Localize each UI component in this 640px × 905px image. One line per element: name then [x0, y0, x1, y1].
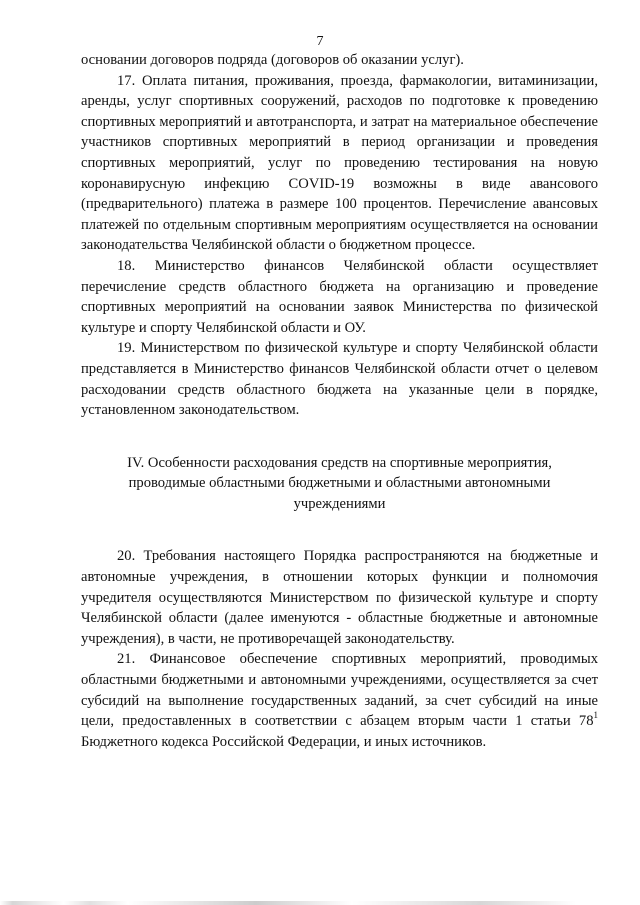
- article-superscript: 1: [593, 710, 598, 721]
- paragraph-18: 18. Министерство финансов Челябинской области осуществляет перечисление средств областного бюджета на организацию и проведение спортивных мероприятий на основании заявок Министерства по физической культуре и спорту Челябинской области и ОУ.: [81, 257, 598, 336]
- paragraph-19: 19. Министерством по физической культуре и спорту Челябинской области представляется в Министерство финансов Челябинской области отчет о целевом расходовании средств областного бюджета на указанные цели в порядке, установленном законодательством.: [81, 340, 598, 419]
- section-spacer: [81, 514, 598, 546]
- continuation-text: основании договоров подряда (договоров об оказании услуг).: [81, 52, 464, 68]
- paragraph-20: 20. Требования настоящего Порядка распространяются на бюджетные и автономные учреждения, в отношении которых функции и полномочия учредителя осуществляются Министерством по физической культуре и спорту Челябинской области (далее именуются - областные бюджетные и автономные учреждения), в части, не противоречащей законодательству.: [81, 548, 598, 647]
- scan-artifact: [0, 901, 640, 905]
- document-body: [81, 50, 598, 752]
- paragraph-21: [81, 649, 598, 752]
- paragraph-17: 17. Оплата питания, проживания, проезда, фармакологии, витаминизации, аренды, услуг спортивных сооружений, расходов по подготовке к проведению спортивных мероприятий и автотранспорта, и затрат на материальное обеспечение участников спортивных мероприятий в период организации и проведения спортивных мероприятий, услуг по проведению тестирования на новую коронавирусную инфекцию COVID-19 возможны в виде авансового (предварительного) платежа в размере 100 процентов. Перечисление авансовых платежей по отдельным спортивным мероприятиям осуществляется на основании законодательства Челябинской области о бюджетном процессе.: [81, 72, 598, 254]
- paragraph-21-tail: Бюджетного кодекса Российской Федерации, и иных источников.: [81, 733, 487, 750]
- paragraph-21-text: 21. Финансовое обеспечение спортивных мероприятий, проводимых областными бюджетными и автономными учреждениями, осуществляется за счет субсидий на выполнение государственных заданий, за счет субсидий на иные цели, предоставленных в соответствии с абзацем вторым части 1 статьи 78: [81, 651, 598, 730]
- section-heading: IV. Особенности расходования средств на спортивные мероприятия, проводимые областными бюджетными и областными автономными учреждениями: [127, 454, 552, 512]
- page-number: 7: [316, 34, 324, 49]
